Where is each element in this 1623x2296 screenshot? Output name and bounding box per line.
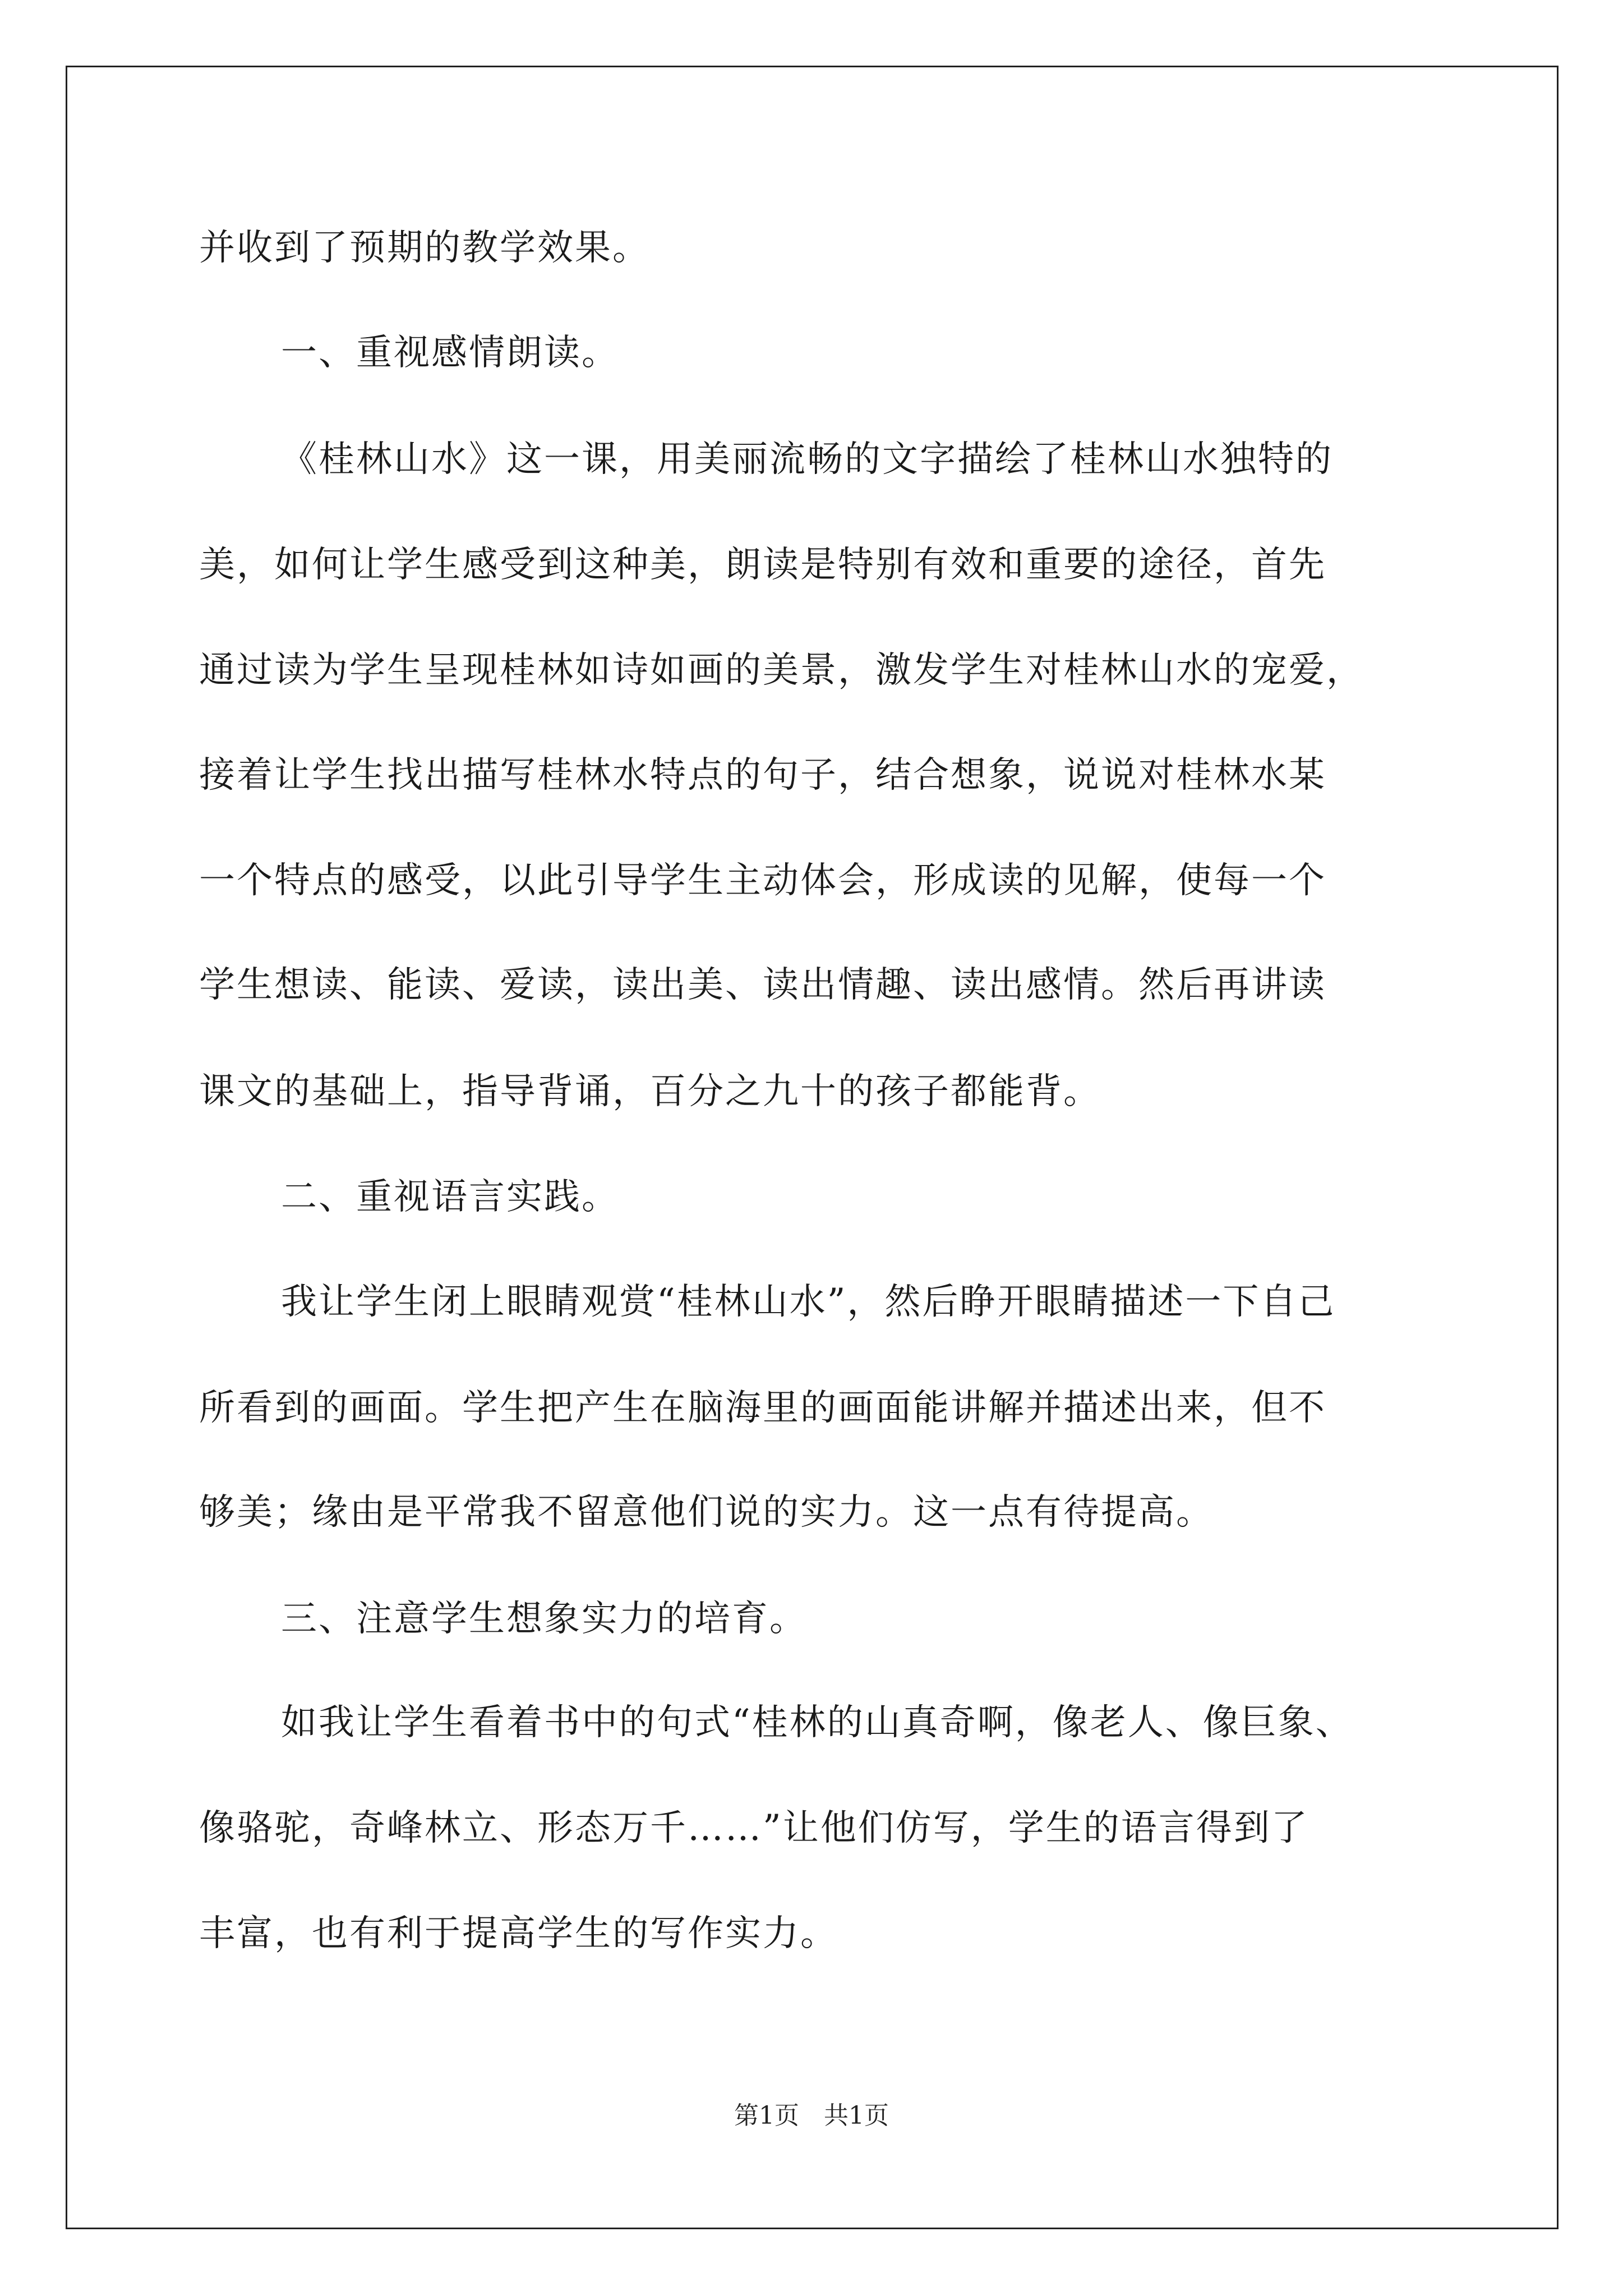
text-line: 够美；缘由是平常我不留意他们说的实力。这一点有待提高。 bbox=[199, 1492, 1214, 1533]
text-line: 所看到的画面。学生把产生在脑海里的画面能讲解并描述出来，但不 bbox=[199, 1387, 1326, 1429]
paragraph-first-line: 如我让学生看着书中的句式“桂林的山真奇啊，像老人、像巨象、 bbox=[281, 1702, 1353, 1743]
text-line: 通过读为学生呈现桂林如诗如画的美景，激发学生对桂林山水的宠爱， bbox=[199, 650, 1364, 691]
text-line: 学生想读、能读、爱读，读出美、读出情趣、读出感情。然后再讲读 bbox=[199, 964, 1326, 1006]
page-border bbox=[66, 66, 1559, 2229]
section-heading: 三、注意学生想象实力的培育。 bbox=[281, 1598, 807, 1640]
text-line: 一个特点的感受，以此引导学生主动体会，形成读的见解，使每一个 bbox=[199, 860, 1326, 901]
section-heading: 一、重视感情朗读。 bbox=[281, 332, 619, 374]
section-heading: 二、重视语言实践。 bbox=[281, 1176, 619, 1218]
page-number-footer: 第1页 共1页 bbox=[734, 2101, 889, 2130]
text-line: 美，如何让学生感受到这种美，朗读是特别有效和重要的途径，首先 bbox=[199, 544, 1326, 586]
text-line: 丰富，也有利于提高学生的写作实力。 bbox=[199, 1913, 838, 1954]
text-line: 接着让学生找出描写桂林水特点的句子，结合想象，说说对桂林水某 bbox=[199, 754, 1326, 796]
text-line: 并收到了预期的教学效果。 bbox=[199, 227, 650, 269]
text-line: 像骆驼，奇峰林立、形态万千……”让他们仿写，学生的语言得到了 bbox=[199, 1807, 1309, 1849]
text-line: 课文的基础上，指导背诵，百分之九十的孩子都能背。 bbox=[199, 1071, 1101, 1112]
paragraph-first-line: 我让学生闭上眼睛观赏“桂林山水”，然后睁开眼睛描述一下自己 bbox=[281, 1281, 1336, 1323]
paragraph-first-line: 《桂林山水》这一课，用美丽流畅的文字描绘了桂林山水独特的 bbox=[281, 439, 1333, 480]
